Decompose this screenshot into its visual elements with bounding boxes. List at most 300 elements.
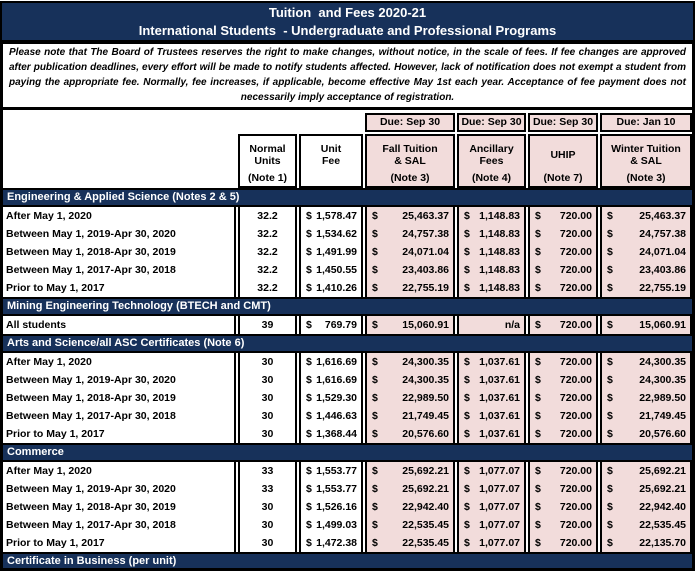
due-date-row — [3, 113, 692, 132]
col-header-note: (Note 4) — [471, 172, 512, 184]
table-row — [3, 279, 692, 297]
fall-tuition-value — [365, 389, 455, 407]
currency-symbol: $ — [306, 374, 312, 386]
fall-tuition-value — [365, 316, 455, 334]
currency-symbol: $ — [607, 246, 613, 258]
normal-units-value: 33 — [238, 462, 297, 480]
currency-symbol: $ — [464, 282, 470, 294]
amount: 21,749.45 — [639, 410, 686, 422]
amount: 1,037.61 — [479, 392, 520, 404]
col-header-note: (Note 3) — [626, 172, 666, 184]
currency-symbol: $ — [535, 465, 541, 477]
winter-tuition-value — [600, 534, 692, 552]
table-row — [3, 207, 692, 225]
amount: 1,553.77 — [316, 465, 357, 477]
amount: 1,037.61 — [479, 410, 520, 422]
currency-symbol: $ — [535, 483, 541, 495]
currency-symbol: $ — [306, 465, 312, 477]
amount: 22,535.45 — [402, 537, 449, 549]
currency-symbol: $ — [464, 519, 470, 531]
amount: 22,135.70 — [639, 537, 686, 549]
normal-units-value: 32.2 — [238, 225, 297, 243]
winter-tuition-value — [600, 371, 692, 389]
currency-symbol: $ — [306, 210, 312, 222]
currency-symbol: $ — [306, 519, 312, 531]
currency-symbol: $ — [372, 501, 378, 513]
normal-units-value: 30 — [238, 407, 297, 425]
currency-symbol: $ — [464, 465, 470, 477]
ancillary-fees-value — [457, 516, 526, 534]
currency-symbol: $ — [372, 319, 378, 331]
unit-fee-value — [299, 498, 363, 516]
currency-symbol: $ — [607, 465, 613, 477]
table-row — [3, 371, 692, 389]
fall-tuition-value — [365, 261, 455, 279]
unit-fee-value — [299, 316, 363, 334]
amount: 720.00 — [559, 374, 592, 386]
section-header: Arts and Science/all ASC Certificates (Note 6) — [3, 334, 692, 353]
amount: 22,942.40 — [639, 501, 686, 513]
amount: 24,757.38 — [639, 228, 686, 240]
amount: 24,300.35 — [402, 374, 449, 386]
fall-tuition-value — [365, 425, 455, 443]
col-header-label: UHIP — [550, 149, 576, 161]
amount: 1,037.61 — [479, 374, 520, 386]
currency-symbol: $ — [372, 246, 378, 258]
currency-symbol: $ — [306, 246, 312, 258]
table-row — [3, 243, 692, 261]
table-row — [3, 261, 692, 279]
amount: 1,491.99 — [316, 246, 357, 258]
currency-symbol: $ — [607, 392, 613, 404]
currency-symbol: $ — [535, 537, 541, 549]
ancillary-fees-value — [457, 279, 526, 297]
normal-units-value: 30 — [238, 425, 297, 443]
currency-symbol: $ — [372, 410, 378, 422]
table-row — [3, 480, 692, 498]
table-row — [3, 534, 692, 552]
col-header-label: Fees — [479, 155, 504, 167]
amount: 1,616.69 — [316, 374, 357, 386]
section-header: Mining Engineering Technology (BTECH and CMT) — [3, 297, 692, 316]
currency-symbol: $ — [464, 410, 470, 422]
amount: 720.00 — [559, 210, 592, 222]
amount: 1,077.07 — [479, 537, 520, 549]
unit-fee-value — [299, 371, 363, 389]
amount: 1,446.63 — [316, 410, 357, 422]
ancillary-fees-value — [457, 534, 526, 552]
currency-symbol: $ — [306, 282, 312, 294]
winter-tuition-value — [600, 498, 692, 516]
currency-symbol: $ — [607, 537, 613, 549]
currency-symbol: $ — [464, 501, 470, 513]
fall-tuition-value — [365, 407, 455, 425]
amount: 1,148.83 — [479, 282, 520, 294]
currency-symbol: $ — [607, 228, 613, 240]
amount: 720.00 — [559, 246, 592, 258]
col-header-normal-units — [238, 134, 297, 188]
amount: 25,692.21 — [639, 483, 686, 495]
currency-symbol: $ — [607, 356, 613, 368]
unit-fee-value — [299, 261, 363, 279]
currency-symbol: $ — [372, 356, 378, 368]
amount: 1,077.07 — [479, 465, 520, 477]
currency-symbol: $ — [372, 210, 378, 222]
currency-symbol: $ — [535, 428, 541, 440]
currency-symbol: $ — [535, 246, 541, 258]
currency-symbol: $ — [535, 519, 541, 531]
currency-symbol: $ — [535, 356, 541, 368]
normal-units-value: 30 — [238, 353, 297, 371]
amount: 24,300.35 — [402, 356, 449, 368]
uhip-value — [528, 353, 598, 371]
amount: 769.79 — [324, 319, 357, 331]
row-label: Prior to May 1, 2017 — [3, 425, 236, 443]
uhip-value — [528, 498, 598, 516]
amount: 22,755.19 — [639, 282, 686, 294]
normal-units-value: 33 — [238, 480, 297, 498]
amount: 22,535.45 — [639, 519, 686, 531]
fall-tuition-value — [365, 498, 455, 516]
currency-symbol: $ — [535, 319, 541, 331]
winter-tuition-value — [600, 389, 692, 407]
currency-symbol: $ — [372, 428, 378, 440]
unit-fee-value — [299, 462, 363, 480]
section-header: Commerce — [3, 443, 692, 462]
col-header-ancillary-fees — [457, 134, 526, 188]
section-header: Engineering & Applied Science (Notes 2 & 5) — [3, 188, 692, 207]
currency-symbol: $ — [464, 374, 470, 386]
winter-tuition-value — [600, 516, 692, 534]
currency-symbol: $ — [372, 374, 378, 386]
col-header-note: (Note 1) — [247, 172, 288, 184]
amount: 720.00 — [559, 282, 592, 294]
amount: 24,757.38 — [402, 228, 449, 240]
currency-symbol: $ — [535, 264, 541, 276]
uhip-value — [528, 279, 598, 297]
currency-symbol: $ — [535, 410, 541, 422]
amount: 720.00 — [559, 228, 592, 240]
winter-tuition-value — [600, 480, 692, 498]
uhip-value — [528, 207, 598, 225]
due-date-winter: Due: Jan 10 — [600, 113, 692, 132]
fall-tuition-value — [365, 371, 455, 389]
currency-symbol: $ — [607, 428, 613, 440]
amount: 1,534.62 — [316, 228, 357, 240]
table-row — [3, 516, 692, 534]
winter-tuition-value — [600, 353, 692, 371]
col-header-label: Fee — [321, 155, 341, 167]
normal-units-value: 30 — [238, 371, 297, 389]
currency-symbol: $ — [607, 519, 613, 531]
currency-symbol: $ — [535, 392, 541, 404]
due-empty-cell — [3, 113, 236, 132]
uhip-value — [528, 462, 598, 480]
unit-fee-value — [299, 425, 363, 443]
row-label: All students — [3, 316, 236, 334]
winter-tuition-value — [600, 225, 692, 243]
amount: 720.00 — [559, 264, 592, 276]
currency-symbol: $ — [306, 392, 312, 404]
amount: 720.00 — [559, 410, 592, 422]
unit-fee-value — [299, 407, 363, 425]
amount: 25,692.21 — [402, 483, 449, 495]
currency-symbol: $ — [372, 465, 378, 477]
amount: 22,535.45 — [402, 519, 449, 531]
amount: 1,148.83 — [479, 264, 520, 276]
normal-units-value: 30 — [238, 389, 297, 407]
table-row — [3, 462, 692, 480]
normal-units-value: 32.2 — [238, 207, 297, 225]
normal-units-value: 32.2 — [238, 279, 297, 297]
normal-units-value: 30 — [238, 534, 297, 552]
currency-symbol: $ — [306, 356, 312, 368]
ancillary-fees-value — [457, 225, 526, 243]
row-label: Between May 1, 2019-Apr 30, 2020 — [3, 371, 236, 389]
amount: 720.00 — [559, 519, 592, 531]
row-label: Between May 1, 2018-Apr 30, 2019 — [3, 389, 236, 407]
currency-symbol: $ — [306, 264, 312, 276]
amount: 24,300.35 — [639, 374, 686, 386]
ancillary-fees-value — [457, 243, 526, 261]
col-header-uhip — [528, 134, 598, 188]
ancillary-fees-value — [457, 353, 526, 371]
row-label: Prior to May 1, 2017 — [3, 534, 236, 552]
notice-box: Please note that The Board of Trustees reserves the right to make changes, without notice, in the scale of fees. If fee changes are approved after publication deadlines, every effort will be made to notify students affected. However, lack of notification does not exempt a student from paying the appropriate fee. Normally, fee increases, if applicable, become effective May 1st each year. Acceptance of fee payment does not necessarily imply acceptance of registration. — [0, 42, 695, 110]
amount: 1,578.47 — [316, 210, 357, 222]
currency-symbol: $ — [372, 282, 378, 294]
row-label: Between May 1, 2017-Apr 30, 2018 — [3, 261, 236, 279]
row-label: After May 1, 2020 — [3, 207, 236, 225]
amount: 20,576.60 — [639, 428, 686, 440]
due-empty-cell — [299, 113, 363, 132]
uhip-value — [528, 243, 598, 261]
amount: 1,148.83 — [479, 228, 520, 240]
column-header-row — [3, 134, 692, 188]
winter-tuition-value — [600, 243, 692, 261]
currency-symbol: $ — [607, 282, 613, 294]
amount: 25,463.37 — [402, 210, 449, 222]
ancillary-fees-value — [457, 425, 526, 443]
ancillary-fees-value — [457, 207, 526, 225]
fees-table — [0, 110, 695, 571]
row-label: Prior to May 1, 2017 — [3, 279, 236, 297]
uhip-value — [528, 316, 598, 334]
amount: 1,148.83 — [479, 246, 520, 258]
currency-symbol: $ — [372, 519, 378, 531]
page-subtitle: International Students - Undergraduate and Professional Programs — [138, 22, 557, 38]
col-header-label: Ancillary — [469, 143, 514, 155]
section-header: Certificate in Business (per unit) — [3, 552, 692, 570]
currency-symbol: $ — [306, 537, 312, 549]
amount: 1,526.16 — [316, 501, 357, 513]
currency-symbol: $ — [607, 483, 613, 495]
currency-symbol: $ — [372, 264, 378, 276]
winter-tuition-value — [600, 279, 692, 297]
unit-fee-value — [299, 353, 363, 371]
fall-tuition-value — [365, 225, 455, 243]
currency-symbol: $ — [372, 537, 378, 549]
fall-tuition-value — [365, 243, 455, 261]
amount: 1,410.26 — [316, 282, 357, 294]
unit-fee-value — [299, 389, 363, 407]
amount: 23,403.86 — [402, 264, 449, 276]
amount: 720.00 — [559, 465, 592, 477]
ancillary-fees-value — [457, 261, 526, 279]
amount: 720.00 — [559, 501, 592, 513]
currency-symbol: $ — [464, 210, 470, 222]
currency-symbol: $ — [535, 228, 541, 240]
currency-symbol: $ — [464, 356, 470, 368]
unit-fee-value — [299, 243, 363, 261]
uhip-value — [528, 425, 598, 443]
ancillary-fees-value — [457, 389, 526, 407]
amount: 22,989.50 — [402, 392, 449, 404]
amount: 720.00 — [559, 428, 592, 440]
fall-tuition-value — [365, 353, 455, 371]
winter-tuition-value — [600, 316, 692, 334]
currency-symbol: $ — [464, 483, 470, 495]
uhip-value — [528, 389, 598, 407]
col-header-label: Winter Tuition — [611, 143, 681, 155]
fall-tuition-value — [365, 207, 455, 225]
na-value: n/a — [504, 319, 520, 331]
uhip-value — [528, 225, 598, 243]
col-header-label: Unit — [320, 143, 342, 155]
amount: 24,071.04 — [402, 246, 449, 258]
col-header-fall-tuition — [365, 134, 455, 188]
currency-symbol: $ — [464, 392, 470, 404]
amount: 1,553.77 — [316, 483, 357, 495]
currency-symbol: $ — [535, 374, 541, 386]
amount: 1,616.69 — [316, 356, 357, 368]
amount: 1,472.38 — [316, 537, 357, 549]
row-label: Between May 1, 2018-Apr 30, 2019 — [3, 243, 236, 261]
normal-units-value: 32.2 — [238, 243, 297, 261]
currency-symbol: $ — [535, 501, 541, 513]
col-header-unit-fee — [299, 134, 363, 188]
fall-tuition-value — [365, 279, 455, 297]
currency-symbol: $ — [607, 210, 613, 222]
row-label: Between May 1, 2018-Apr 30, 2019 — [3, 498, 236, 516]
row-label: Between May 1, 2017-Apr 30, 2018 — [3, 407, 236, 425]
amount: 22,989.50 — [639, 392, 686, 404]
fall-tuition-value — [365, 516, 455, 534]
currency-symbol: $ — [607, 264, 613, 276]
ancillary-fees-value — [457, 316, 526, 334]
amount: 24,071.04 — [639, 246, 686, 258]
table-row — [3, 316, 692, 334]
col-header-label: Fall Tuition — [382, 143, 438, 155]
amount: 720.00 — [559, 392, 592, 404]
row-label: Between May 1, 2019-Apr 30, 2020 — [3, 480, 236, 498]
amount: 1,148.83 — [479, 210, 520, 222]
amount: 720.00 — [559, 537, 592, 549]
unit-fee-value — [299, 534, 363, 552]
winter-tuition-value — [600, 462, 692, 480]
col-header-label: & SAL — [394, 155, 426, 167]
category-header-cell — [3, 134, 236, 188]
amount: 20,576.60 — [402, 428, 449, 440]
normal-units-value: 30 — [238, 498, 297, 516]
due-date-fall: Due: Sep 30 — [365, 113, 455, 132]
currency-symbol: $ — [372, 483, 378, 495]
due-date-ancillary: Due: Sep 30 — [457, 113, 526, 132]
ancillary-fees-value — [457, 498, 526, 516]
uhip-value — [528, 371, 598, 389]
amount: 1,368.44 — [316, 428, 357, 440]
currency-symbol: $ — [607, 374, 613, 386]
uhip-value — [528, 534, 598, 552]
amount: 24,300.35 — [639, 356, 686, 368]
col-header-label: & SAL — [630, 155, 662, 167]
winter-tuition-value — [600, 407, 692, 425]
unit-fee-value — [299, 279, 363, 297]
amount: 1,077.07 — [479, 501, 520, 513]
amount: 1,077.07 — [479, 519, 520, 531]
uhip-value — [528, 480, 598, 498]
table-row — [3, 389, 692, 407]
table-row — [3, 407, 692, 425]
uhip-value — [528, 407, 598, 425]
winter-tuition-value — [600, 261, 692, 279]
row-label: Between May 1, 2019-Apr 30, 2020 — [3, 225, 236, 243]
table-body — [3, 188, 692, 570]
currency-symbol: $ — [306, 319, 312, 331]
col-header-label: Units — [254, 155, 281, 167]
uhip-value — [528, 261, 598, 279]
row-label: After May 1, 2020 — [3, 353, 236, 371]
table-row — [3, 225, 692, 243]
ancillary-fees-value — [457, 371, 526, 389]
amount: 22,942.40 — [402, 501, 449, 513]
amount: 1,037.61 — [479, 428, 520, 440]
amount: 720.00 — [559, 356, 592, 368]
due-empty-cell — [238, 113, 297, 132]
currency-symbol: $ — [306, 410, 312, 422]
currency-symbol: $ — [372, 228, 378, 240]
normal-units-value: 30 — [238, 516, 297, 534]
amount: 1,077.07 — [479, 483, 520, 495]
fall-tuition-value — [365, 480, 455, 498]
row-label: Between May 1, 2017-Apr 30, 2018 — [3, 516, 236, 534]
currency-symbol: $ — [464, 228, 470, 240]
table-row — [3, 498, 692, 516]
currency-symbol: $ — [535, 210, 541, 222]
winter-tuition-value — [600, 207, 692, 225]
amount: 23,403.86 — [639, 264, 686, 276]
amount: 720.00 — [559, 319, 592, 331]
currency-symbol: $ — [464, 537, 470, 549]
amount: 1,037.61 — [479, 356, 520, 368]
currency-symbol: $ — [306, 228, 312, 240]
amount: 1,529.30 — [316, 392, 357, 404]
currency-symbol: $ — [607, 501, 613, 513]
col-header-label: Normal — [249, 143, 286, 155]
amount: 15,060.91 — [402, 319, 449, 331]
currency-symbol: $ — [464, 428, 470, 440]
normal-units-value: 39 — [238, 316, 297, 334]
winter-tuition-value — [600, 425, 692, 443]
currency-symbol: $ — [306, 501, 312, 513]
currency-symbol: $ — [464, 246, 470, 258]
unit-fee-value — [299, 225, 363, 243]
amount: 15,060.91 — [639, 319, 686, 331]
fall-tuition-value — [365, 462, 455, 480]
table-row — [3, 425, 692, 443]
unit-fee-value — [299, 516, 363, 534]
currency-symbol: $ — [607, 319, 613, 331]
